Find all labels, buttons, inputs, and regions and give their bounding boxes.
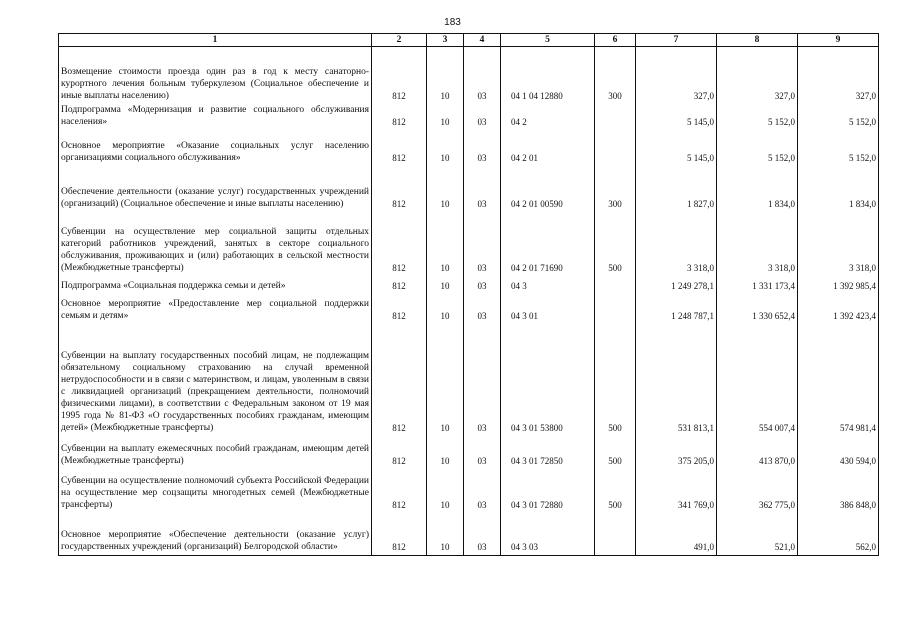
table-row bbox=[59, 294, 879, 324]
table-row bbox=[59, 212, 879, 276]
amount-year-3: 5 152,0 bbox=[798, 130, 879, 166]
amount-year-3: 430 594,0 bbox=[798, 436, 879, 469]
amount-year-3: 562,0 bbox=[798, 513, 879, 556]
amount-year-1: 531 813,1 bbox=[636, 324, 717, 436]
table-row bbox=[59, 276, 879, 294]
amount-year-2: 554 007,4 bbox=[717, 324, 798, 436]
code-csr: 04 3 03 bbox=[501, 513, 595, 556]
column-header: 2 bbox=[372, 34, 427, 47]
amount-year-1: 3 318,0 bbox=[636, 212, 717, 276]
table-row bbox=[59, 130, 879, 166]
code-pr: 03 bbox=[464, 324, 501, 436]
column-header: 9 bbox=[798, 34, 879, 47]
code-pr: 03 bbox=[464, 513, 501, 556]
code-csr: 04 2 bbox=[501, 104, 595, 130]
code-gr: 812 bbox=[372, 104, 427, 130]
amount-year-3: 386 848,0 bbox=[798, 469, 879, 513]
code-vr bbox=[595, 130, 636, 166]
code-vr: 500 bbox=[595, 469, 636, 513]
amount-year-3: 1 834,0 bbox=[798, 166, 879, 212]
code-rz: 10 bbox=[427, 513, 464, 556]
code-vr bbox=[595, 513, 636, 556]
code-rz: 10 bbox=[427, 212, 464, 276]
code-gr: 812 bbox=[372, 47, 427, 104]
table-row bbox=[59, 436, 879, 469]
amount-year-2: 5 152,0 bbox=[717, 104, 798, 130]
code-rz: 10 bbox=[427, 104, 464, 130]
code-rz: 10 bbox=[427, 276, 464, 294]
code-csr: 04 3 01 53800 bbox=[501, 324, 595, 436]
code-vr: 300 bbox=[595, 47, 636, 104]
amount-year-1: 375 205,0 bbox=[636, 436, 717, 469]
code-pr: 03 bbox=[464, 436, 501, 469]
code-csr: 04 2 01 00590 bbox=[501, 166, 595, 212]
amount-year-1: 1 827,0 bbox=[636, 166, 717, 212]
table-row bbox=[59, 166, 879, 212]
amount-year-2: 521,0 bbox=[717, 513, 798, 556]
code-csr: 04 1 04 12880 bbox=[501, 47, 595, 104]
amount-year-3: 574 981,4 bbox=[798, 324, 879, 436]
budget-table bbox=[58, 33, 879, 556]
code-vr bbox=[595, 294, 636, 324]
amount-year-2: 1 330 652,4 bbox=[717, 294, 798, 324]
code-pr: 03 bbox=[464, 130, 501, 166]
code-vr: 500 bbox=[595, 324, 636, 436]
row-description: Подпрограмма «Социальная поддержка семьи и детей» bbox=[59, 276, 372, 294]
code-csr: 04 3 bbox=[501, 276, 595, 294]
amount-year-3: 3 318,0 bbox=[798, 212, 879, 276]
amount-year-2: 1 331 173,4 bbox=[717, 276, 798, 294]
code-gr: 812 bbox=[372, 294, 427, 324]
amount-year-2: 1 834,0 bbox=[717, 166, 798, 212]
code-csr: 04 3 01 72880 bbox=[501, 469, 595, 513]
row-description: Субвенции на выплату государственных пособий лицам, не подлежащим обязательному социальному страхованию на случай временной нетрудоспособности и в связи с материнством, и лицам, уволенным в связи с ликвидацией организаций (прекращением деятельности, полномочий физическими лицами), в соответствии с Федеральным законом от 19 мая 1995 года № 81-ФЗ «О государственных пособиях гражданам, имеющим детей» (Межбюджетные трансферты) bbox=[59, 324, 372, 436]
column-header: 8 bbox=[717, 34, 798, 47]
row-description: Субвенции на выплату ежемесячных пособий гражданам, имеющим детей (Межбюджетные трансферты) bbox=[59, 436, 372, 469]
column-header: 5 bbox=[501, 34, 595, 47]
code-csr: 04 2 01 71690 bbox=[501, 212, 595, 276]
amount-year-1: 1 248 787,1 bbox=[636, 294, 717, 324]
column-header: 3 bbox=[427, 34, 464, 47]
code-vr: 500 bbox=[595, 212, 636, 276]
table-row bbox=[59, 104, 879, 130]
code-gr: 812 bbox=[372, 212, 427, 276]
column-header: 1 bbox=[59, 34, 372, 47]
code-rz: 10 bbox=[427, 166, 464, 212]
amount-year-2: 413 870,0 bbox=[717, 436, 798, 469]
amount-year-3: 5 152,0 bbox=[798, 104, 879, 130]
code-gr: 812 bbox=[372, 324, 427, 436]
code-pr: 03 bbox=[464, 104, 501, 130]
code-gr: 812 bbox=[372, 166, 427, 212]
amount-year-2: 362 775,0 bbox=[717, 469, 798, 513]
code-gr: 812 bbox=[372, 130, 427, 166]
code-csr: 04 3 01 bbox=[501, 294, 595, 324]
row-description: Возмещение стоимости проезда один раз в год к месту санаторно-курортного лечения больным туберкулезом (Социальное обеспечение и иные выплаты населению) bbox=[59, 47, 372, 104]
page-number: 183 bbox=[444, 17, 461, 28]
code-rz: 10 bbox=[427, 47, 464, 104]
amount-year-1: 341 769,0 bbox=[636, 469, 717, 513]
code-vr bbox=[595, 276, 636, 294]
amount-year-1: 5 145,0 bbox=[636, 130, 717, 166]
code-rz: 10 bbox=[427, 324, 464, 436]
row-description: Субвенции на осуществление мер социальной защиты отдельных категорий работников учреждений, занятых в секторе социального обслуживания, проживающих и (или) работающих в сельской местности (Межбюджетные трансферты) bbox=[59, 212, 372, 276]
amount-year-3: 1 392 423,4 bbox=[798, 294, 879, 324]
code-pr: 03 bbox=[464, 276, 501, 294]
table-row bbox=[59, 469, 879, 513]
code-pr: 03 bbox=[464, 47, 501, 104]
amount-year-2: 3 318,0 bbox=[717, 212, 798, 276]
code-pr: 03 bbox=[464, 212, 501, 276]
table-row bbox=[59, 324, 879, 436]
amount-year-1: 327,0 bbox=[636, 47, 717, 104]
amount-year-2: 5 152,0 bbox=[717, 130, 798, 166]
amount-year-3: 327,0 bbox=[798, 47, 879, 104]
column-header: 7 bbox=[636, 34, 717, 47]
code-gr: 812 bbox=[372, 469, 427, 513]
row-description: Субвенции на осуществление полномочий субъекта Российской Федерации на осуществление мер соцзащиты многодетных семей (Межбюджетные трансферты) bbox=[59, 469, 372, 513]
amount-year-1: 1 249 278,1 bbox=[636, 276, 717, 294]
code-pr: 03 bbox=[464, 469, 501, 513]
amount-year-3: 1 392 985,4 bbox=[798, 276, 879, 294]
header-row bbox=[59, 34, 879, 47]
row-description: Основное мероприятие «Предоставление мер социальной поддержки семьям и детям» bbox=[59, 294, 372, 324]
code-rz: 10 bbox=[427, 436, 464, 469]
code-gr: 812 bbox=[372, 436, 427, 469]
amount-year-1: 491,0 bbox=[636, 513, 717, 556]
table-row bbox=[59, 513, 879, 556]
code-rz: 10 bbox=[427, 294, 464, 324]
amount-year-1: 5 145,0 bbox=[636, 104, 717, 130]
column-header: 6 bbox=[595, 34, 636, 47]
code-gr: 812 bbox=[372, 513, 427, 556]
code-rz: 10 bbox=[427, 469, 464, 513]
code-vr: 300 bbox=[595, 166, 636, 212]
code-csr: 04 3 01 72850 bbox=[501, 436, 595, 469]
code-pr: 03 bbox=[464, 166, 501, 212]
code-csr: 04 2 01 bbox=[501, 130, 595, 166]
code-pr: 03 bbox=[464, 294, 501, 324]
table-row bbox=[59, 47, 879, 104]
row-description: Подпрограмма «Модернизация и развитие социального обслуживания населения» bbox=[59, 104, 372, 130]
code-rz: 10 bbox=[427, 130, 464, 166]
amount-year-2: 327,0 bbox=[717, 47, 798, 104]
row-description: Основное мероприятие «Обеспечение деятельности (оказание услуг) государственных учреждений (организаций) Белгородской области» bbox=[59, 513, 372, 556]
code-gr: 812 bbox=[372, 276, 427, 294]
code-vr: 500 bbox=[595, 436, 636, 469]
column-header: 4 bbox=[464, 34, 501, 47]
code-vr bbox=[595, 104, 636, 130]
row-description: Основное мероприятие «Оказание социальных услуг населению организациями социального обслуживания» bbox=[59, 130, 372, 166]
row-description: Обеспечение деятельности (оказание услуг) государственных учреждений (организаций) (Социальное обеспечение и иные выплаты населению) bbox=[59, 166, 372, 212]
